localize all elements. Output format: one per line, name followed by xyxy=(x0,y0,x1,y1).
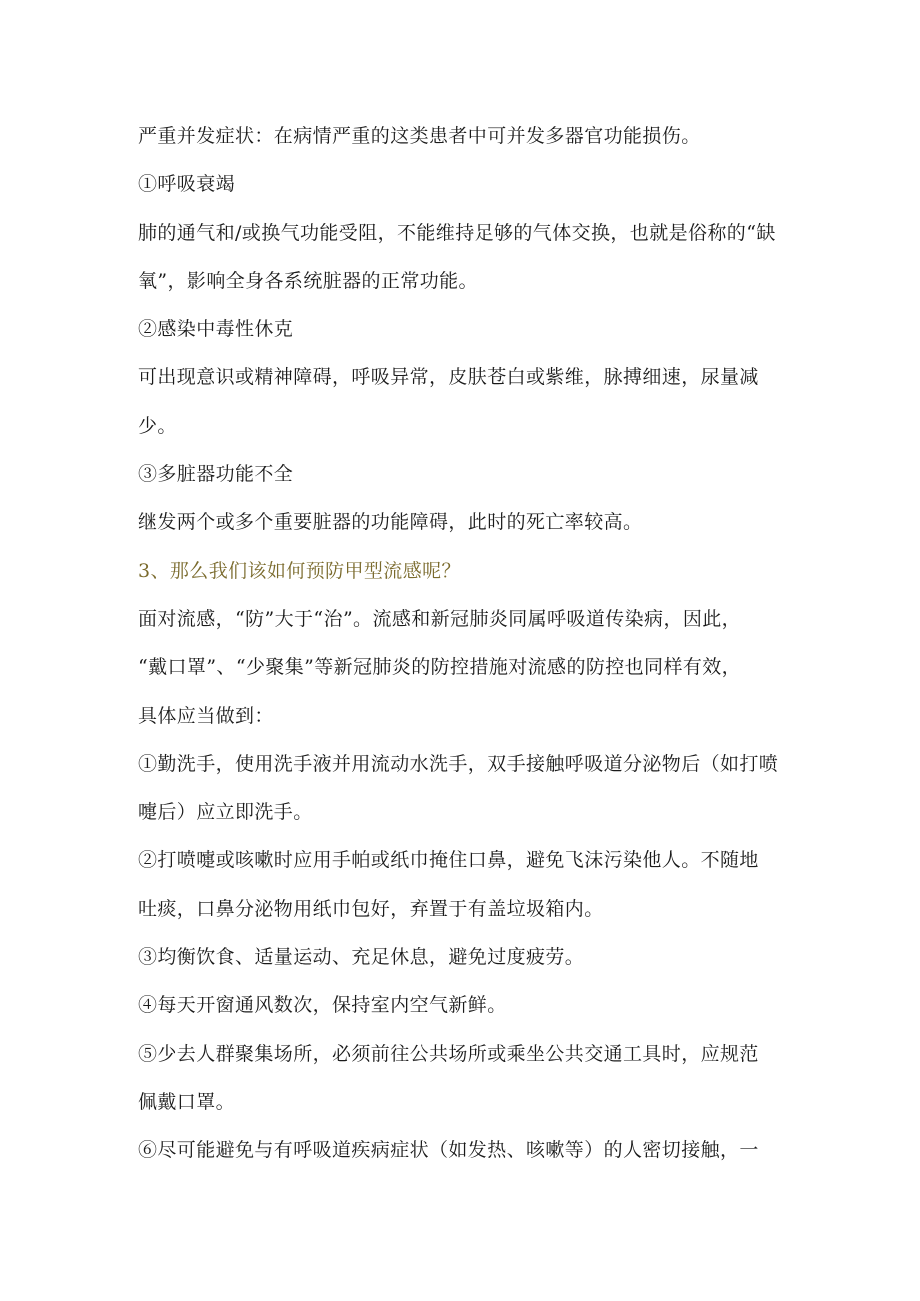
list-item-2-line-1: ②打喷嚏或咳嗽时应用手帕或纸巾掩住口鼻，避免飞沫污染他人。不随地 xyxy=(138,849,759,872)
list-item-5-line-2: 佩戴口罩。 xyxy=(138,1090,236,1113)
document-body xyxy=(138,112,788,1175)
paragraph-septic-shock-line-2: 少。 xyxy=(138,414,177,437)
paragraph-multi-organ-failure: 继发两个或多个重要脏器的功能障碍，此时的死亡率较高。 xyxy=(138,511,643,534)
subheading-multi-organ-failure: ③多脏器功能不全 xyxy=(138,463,294,486)
paragraph-respiratory-failure-line-1: 肺的通气和/或换气功能受阻，不能维持足够的气体交换，也就是俗称的“缺 xyxy=(138,221,776,244)
list-item-3: ③均衡饮食、适量运动、充足休息，避免过度疲劳。 xyxy=(138,946,585,969)
list-item-6-line-1: ⑥尽可能避免与有呼吸道疾病症状（如发热、咳嗽等）的人密切接触，一 xyxy=(138,1139,759,1162)
paragraph-prevention-intro-line-2: “戴口罩”、“少聚集”等新冠肺炎的防控措施对流感的防控也同样有效， xyxy=(138,656,742,679)
paragraph-septic-shock-line-1: 可出现意识或精神障碍，呼吸异常，皮肤苍白或紫维，脉搏细速，尿量减 xyxy=(138,366,759,389)
subheading-septic-shock: ②感染中毒性休克 xyxy=(138,318,294,341)
section-heading-prevention: 3、那么我们该如何预防甲型流感呢？ xyxy=(138,559,461,582)
paragraph-prevention-intro-line-3: 具体应当做到： xyxy=(138,704,274,727)
subheading-respiratory-failure: ①呼吸衰竭 xyxy=(138,173,236,196)
list-item-1-line-1: ①勤洗手，使用洗手液并用流动水洗手，双手接触呼吸道分泌物后（如打喷 xyxy=(138,752,779,775)
paragraph-prevention-intro-line-1: 面对流感，“防”大于“治”。流感和新冠肺炎同属呼吸道传染病，因此， xyxy=(138,607,742,630)
list-item-4: ④每天开窗通风数次，保持室内空气新鲜。 xyxy=(138,994,507,1017)
list-item-5-line-1: ⑤少去人群聚集场所，必须前往公共场所或乘坐公共交通工具时，应规范 xyxy=(138,1042,759,1065)
paragraph-severe-complications: 严重并发症状：在病情严重的这类患者中可并发多器官功能损伤。 xyxy=(138,125,701,147)
list-item-2-line-2: 吐痰，口鼻分泌物用纸巾包好，弃置于有盖垃圾箱内。 xyxy=(138,897,604,920)
paragraph-respiratory-failure-line-2: 氧”，影响全身各系统脏器的正常功能。 xyxy=(138,269,478,292)
list-item-1-line-2: 嚏后）应立即洗手。 xyxy=(138,801,313,824)
